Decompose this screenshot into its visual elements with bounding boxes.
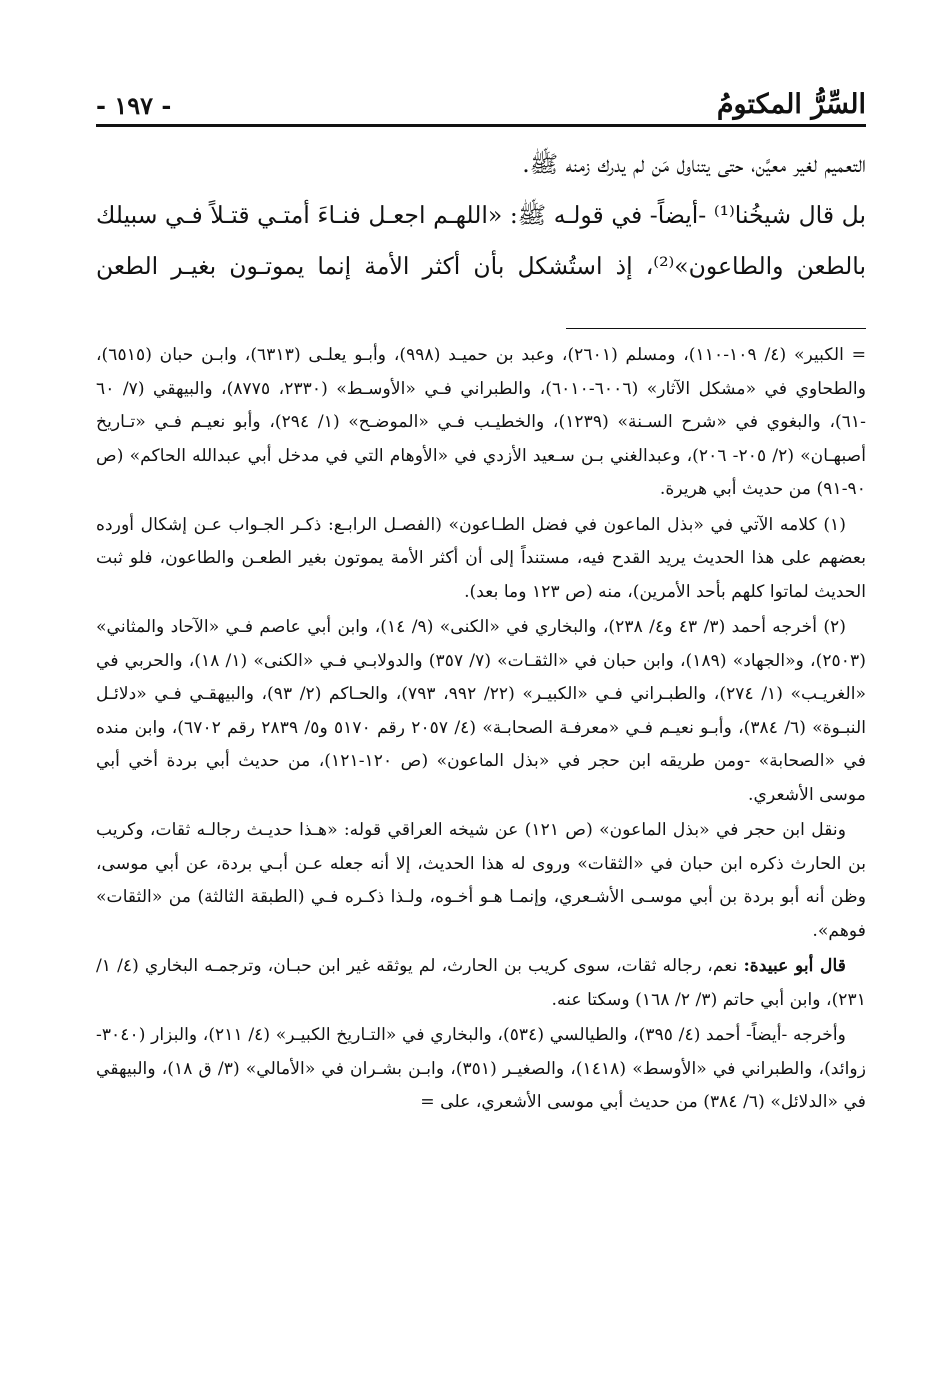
- abu-ubaida-label: قال أبو عبيدة:: [743, 956, 846, 976]
- main-text: [96, 139, 866, 292]
- page-header: [96, 80, 866, 127]
- footnote-separator: [566, 328, 866, 329]
- abu-ubaida-text: نعم، رجاله ثقات، سوى كريب بن الحارث، لم يوثقه غير ابن حبـان، وترجمـه البخاري (٤/ ١/ ٢٣١)، وابن أبي حاتم (٣/ ٢/ ١٦٨) وسكتا عنه.: [96, 956, 866, 1010]
- footnote-2-ibn-hajar: ونقل ابن حجر في «بذل الماعون» (ص ١٢١) عن شيخه العراقي قوله: «هـذا حديـث رجالـه ثقات، وكريب بن الحارث ذكره ابن حبان في «الثقات» وروى له هذا الحديث، إلا أنه جعله عـن أبـي بردة، عن أبي موسى، وظن أنه أبو بردة بن أبي موسـى الأشـعري، وإنمـا هـو أخـوه، ولـذا ذكـره فـي (الطبقة الثالثة) من «الثقات» فوهم».: [96, 820, 866, 941]
- main-paragraph-1: التعميم لغير معيَّن، حتى يتناول مَن لم يدرك زمنه ﷺ.: [522, 150, 866, 178]
- footnote-1: (١) كلامه الآتي في «بذل الماعون في فضل الطـاعون» (الفصـل الرابـع: ذكـر الجـواب عـن إشكال أورده بعضهم على هذا الحديث يريد القدح فيه، مستنداً إلى أن أكثر الأمة يموتون بغير الطعـن والطاعون، فلو ثبت الحديث لماتوا كلهم بأحد الأمرين)، منه (ص ١٢٣ وما بعد).: [96, 514, 866, 602]
- footnote-continuation: = الكبير» (٤/ ١٠٩-١١٠)، ومسلم (٢٦٠١)، وعبد بن حميـد (٩٩٨)، وأبـو يعلـى (٦٣١٣)، وابـن حبان (٦٥١٥)، والطحاوي في «مشكل الآثار» (٦٠٠٦-٦٠١٠)، والطبراني فـي «الأوسـط» (٢٣٣٠، ٨٧٧٥)، والبيهقي (٧/ ٦٠ -٦١)، والبغوي في «شرح السـنة» (١٢٣٩)، والخطيـب فـي «الموضـح» (١/ ٢٩٤)، وأبو نعيـم فـي «تـاريخ أصبهـان» (٢/ ٢٠٥- ٢٠٦)، وعبدالغني بـن سـعيد الأزدي في «الأوهام التي في مدخل أبي عبدالله الحاكم» (ص ٩٠-٩١) من حديث أبي هريرة.: [96, 345, 866, 499]
- main-paragraph-2: بل قال شيخُنا⁽¹⁾ -أيضاً- في قولـه ﷺ: «اللهـم اجعـل فنـاءَ أمتـي قتـلاً فـي سبيلك بالطعن والطاعون»⁽²⁾، إذ استُشكل بأن أكثر الأمة إنما يموتـون بغيـر الطعن: [96, 201, 866, 280]
- footnote-2-abu-ubaida: [96, 950, 866, 1017]
- footnotes: [96, 339, 866, 1120]
- page-number: - ١٩٧ -: [96, 91, 172, 120]
- book-page: [96, 80, 866, 1380]
- footnote-2: (٢) أخرجه أحمد (٣/ ٤٣ و٤/ ٢٣٨)، والبخاري في «الكنى» (٩/ ١٤)، وابن أبي عاصم فـي «الآحاد والمثاني» (٢٥٠٣)، و«الجهاد» (١٨٩)، وابن حبان في «الثقـات» (٧/ ٣٥٧) والدولابـي فـي «الكنى» (١/ ١٨)، والحربي في «الغريـب» (١/ ٢٧٤)، والطبـراني فـي «الكبيـر» (٢٢/ ٩٩٢، ٧٩٣)، والحـاكم (٢/ ٩٣)، والبيهقـي فـي «دلائـل النبـوة» (٦/ ٣٨٤)، وأبـو نعيـم فـي «معرفـة الصحابـة» (٤/ ٢٠٥٧ رقم ٥١٧٠ و٥/ ٢٨٣٩ رقم ٦٧٠٢)، وابن منده في «الصحابة» -ومن طريقه ابن حجر في «بذل الماعون» (ص ١٢٠-١٢١)، من حديث أبي بردة أخي أبي موسى الأشعري.: [96, 617, 866, 805]
- footnote-2-akhrajahu: وأخرجه -أيضاً- أحمد (٤/ ٣٩٥)، والطيالسي (٥٣٤)، والبخاري في «التـاريخ الكبيـر» (٤/ ٢١١)، والبزار (٣٠٤٠- زوائد)، والطبراني في «الأوسط» (١٤١٨)، والصغيـر (٣٥١)، وابـن بشـران في «الأمالي» (٣/ ق ١٨)، والبيهقي في «الدلائل» (٦/ ٣٨٤) من حديث أبي موسى الأشعري، على =: [96, 1025, 866, 1112]
- book-title: السِّرُّ المكتومُ: [716, 89, 866, 120]
